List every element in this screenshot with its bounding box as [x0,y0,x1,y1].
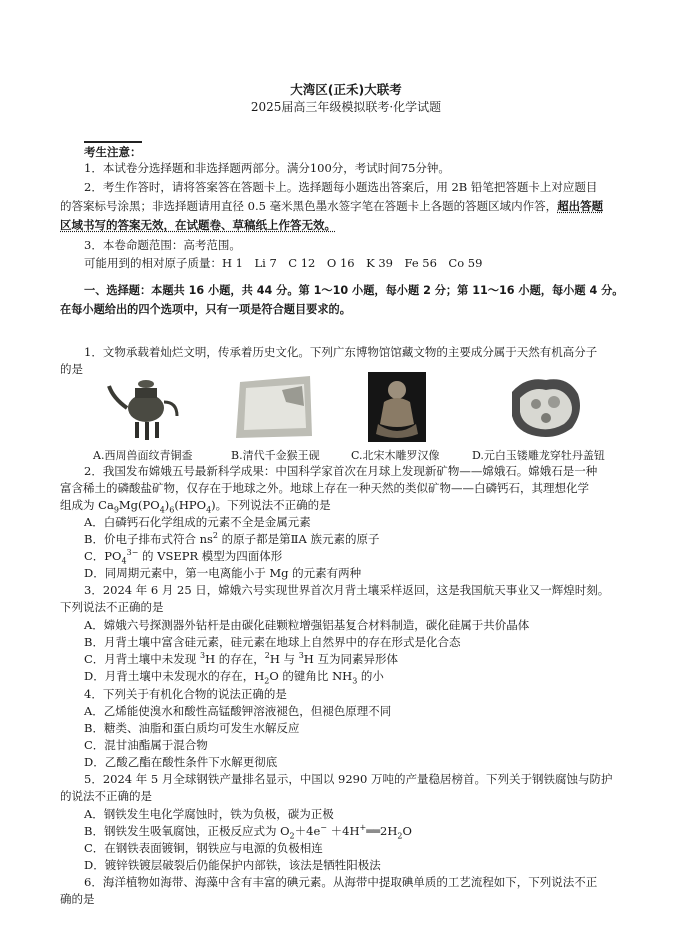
q2-stem-line-2: 富含稀土的磷酸盐矿物，仅存在于地球之外。地球上存在一种天然的类似矿物——白磷钙石，其理想化学 [60,481,589,495]
q3-option-b: B．月背土壤中富含硅元素，硅元素在地球上自然界中的存在形式是化合态 [84,635,461,649]
q1-option-a: A.西周兽面纹青铜盉 [93,449,193,462]
q2-formula-part: Mg(PO [118,498,160,512]
q5-option-d: D．镀锌铁镀层破裂后仍能保护内部铁，该法是牺牲阳极法 [84,858,381,872]
q5-option-c: C．在钢铁表面镀铜，钢铁应与电源的负极相连 [84,841,323,855]
q4-stem: 4．下列关于有机化合物的说法正确的是 [84,687,287,701]
q5-option-b-text: ══2H [366,824,398,838]
q4-option-b: B．糖类、油脂和蛋白质均可发生水解反应 [84,721,300,735]
q5-option-b-text: B．钢铁发生吸氧腐蚀，正极反应式为 O [84,824,290,838]
q5-stem-line-2: 的说法不正确的是 [60,789,152,803]
q1-option-d: D.元白玉镂雕龙穿牡丹盖钮 [472,449,605,462]
q1-option-c: C.北宋木雕罗汉像 [351,449,440,462]
q5-option-b-text: ＋4H [326,824,360,838]
q2-option-c-text: 的 VSEPR 模型为四面体形 [138,549,283,563]
q2-option-b [84,531,379,547]
q2-option-c-text: C．PO [84,549,122,563]
notice-item-2-line-1: 2．考生作答时，请将答案答在答题卡上。选择题每小题选出答案后，用 2B 铅笔把答题卡上对应题目 [84,180,598,194]
q3-option-d-text: O 的键角比 NH [269,669,353,683]
q2-subscript: 6 [169,505,175,515]
q2-formula-part: ) [164,498,170,512]
notice-item-2-text: 的答案标号涂黑；非选择题请用直径 0.5 毫米黑色墨水签字笔在答题卡上各题的答题区域内作答， [60,199,558,213]
atomic-masses: 可能用到的相对原子质量：H 1 Li 7 C 12 O 16 K 39 Fe 56 Co 59 [84,256,483,270]
q5-option-b-text: O [402,824,412,838]
q5-superscript: + [359,823,367,833]
q5-subscript: 2 [397,831,403,841]
q2-option-c [84,548,282,564]
q5-option-a: A．钢铁发生电化学腐蚀时，铁为负极，碳为正极 [84,807,334,821]
exam-subtitle: 2025届高三年级模拟联考·化学试题 [250,100,442,114]
jade-carving-image [506,372,584,442]
q2-formula-part: )。下列说法不正确的是 [211,498,331,512]
q3-option-d [84,668,384,684]
q3-option-c [84,651,398,667]
notice-item-1: 1．本试卷分选择题和非选择题两部分。满分100分，考试时间75分钟。 [84,161,450,175]
q3-option-c-text: H 的存在， [205,652,265,666]
q6-stem-line-1: 6．海洋植物如海带、海藻中含有丰富的碘元素。从海带中提取碘单质的工艺流程如下，下列说法不正 [84,875,598,889]
q3-subscript: 2 [264,676,270,686]
q2-option-b-text: 的原子都是第ⅡA 族元素的原子 [218,532,380,546]
q3-superscript: 3 [199,651,206,661]
q4-option-d: D．乙酸乙酯在酸性条件下水解更彻底 [84,755,278,769]
q2-option-a: A．白磷钙石化学组成的元素不全是金属元素 [84,515,311,529]
q3-option-a: A．嫦娥六号探测器外钻杆是由碳化硅颗粒增强铝基复合材料制造，碳化硅属于共价晶体 [84,618,530,632]
q2-subscript: 4 [121,556,127,566]
q3-option-c-text: H 与 [269,652,299,666]
notice-heading: 考生注意： [84,141,142,160]
q1-stem-line-1: 1．文物承载着灿烂文明，传承着历史文化。下列广东博物馆馆藏文物的主要成分属于天然有机高分子 [84,345,598,359]
q3-option-d-text: D．月背土壤中未发现水的存在，H [84,669,265,683]
notice-item-3: 3．本卷命题范围：高考范围。 [84,238,241,252]
q2-formula-part: 组成为 Ca [60,498,114,512]
q2-formula-part: (HPO [174,498,207,512]
q3-subscript: 3 [352,676,358,686]
q2-option-d: D．同周期元素中，第一电离能小于 Mg 的元素有两种 [84,566,362,580]
q5-superscript: − [320,823,327,833]
q3-stem-line-2: 下列说法不正确的是 [60,600,164,614]
q6-stem-line-2: 确的是 [60,892,95,906]
wooden-statue-image [368,372,426,442]
q1-stem-line-2: 的是 [60,362,83,376]
q3-superscript: 2 [264,651,270,661]
q2-stem-line-1: 2．我国发布嫦娥五号最新科学成果：中国科学家首次在月球上发现新矿物——嫦娥石。嫦娥石是一种 [84,464,598,478]
q4-option-a: A．乙烯能使溴水和酸性高锰酸钾溶液褪色，但褪色原理不同 [84,704,392,718]
q3-stem-line-1: 3．2024 年 6 月 25 日，嫦娥六号实现世界首次月背土壤采样返回，这是我国航天事业又一辉煌时刻。 [84,583,610,597]
exam-title: 大湾区(正禾)大联考 [290,82,402,97]
q2-subscript: 4 [206,505,212,515]
q1-option-b: B.清代千金猴王砚 [231,449,320,462]
q2-subscript: 4 [159,505,165,515]
notice-item-2-line-2 [60,198,603,214]
q5-option-b-text: ＋4e [294,824,321,838]
section-1-instruction: 在每小题给出的四个选项中，只有一项是符合题目要求的。 [60,303,351,316]
notice-item-2-line-3: 区域书写的答案无效，在试题卷、草稿纸上作答无效。 [60,218,336,232]
q5-option-b [84,823,412,839]
q2-superscript: 3− [126,548,139,558]
bronze-vessel-image [105,372,187,442]
section-1-heading: 一、选择题：本题共 16 小题，共 44 分。第 1～10 小题，每小题 2 分；第 11～16 小题，每小题 4 分。 [84,284,624,297]
q3-option-d-text: 的小 [357,669,384,683]
q2-superscript: 2 [212,531,219,541]
q2-subscript: 9 [113,505,119,515]
inkstone-image [232,372,317,442]
q2-stem-line-3 [60,497,331,513]
notice-item-2-emphasis: 超出答题 [557,199,604,213]
q3-superscript: 3 [298,651,304,661]
q4-option-c: C．混甘油酯属于混合物 [84,738,208,752]
q5-stem-line-1: 5．2024 年 5 月全球钢铁产量排名显示，中国以 9290 万吨的产量稳居榜首。下列关于钢铁腐蚀与防护 [84,772,613,786]
q2-option-b-text: B．价电子排布式符合 ns [84,532,213,546]
q3-option-c-text: H 互为同素异形体 [303,652,398,666]
q3-option-c-text: C．月背土壤中未发现 [84,652,200,666]
q5-subscript: 2 [289,831,295,841]
